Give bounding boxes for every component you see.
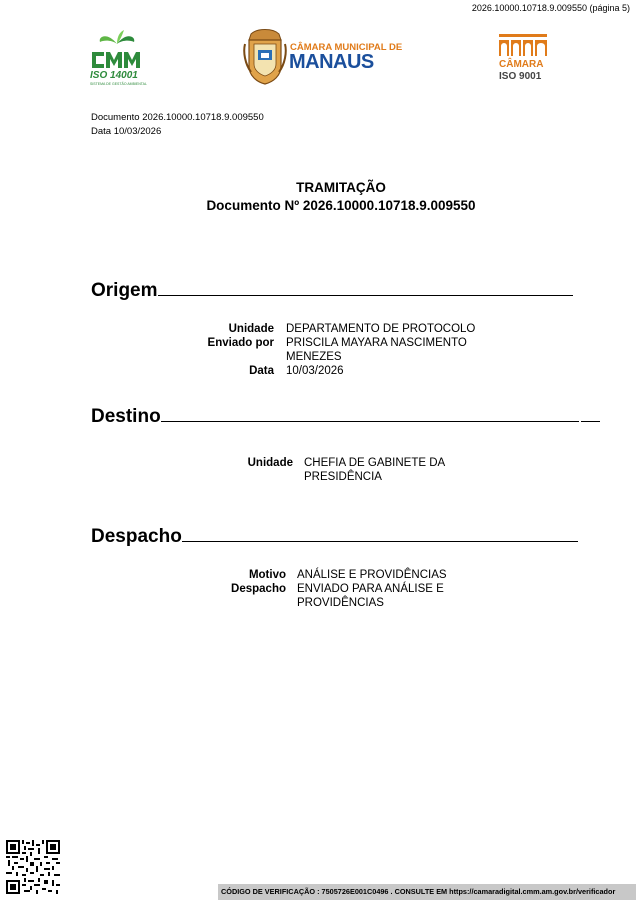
iso9001-logo-line2: ISO 9001 (499, 71, 542, 82)
destino-unidade-value-line1: CHEFIA DE GABINETE DA (304, 457, 446, 469)
document-date: Data 10/03/2026 (91, 126, 162, 137)
despacho-despacho-value-line2: PROVIDÊNCIAS (297, 597, 384, 609)
cmm-logo-subtext: SISTEMA DE GESTÃO AMBIENTAL (90, 82, 147, 86)
origem-unidade-value: DEPARTAMENTO DE PROTOCOLO (286, 323, 476, 335)
origem-data-value: 10/03/2026 (286, 365, 344, 377)
origem-enviado-value-line2: MENEZES (286, 351, 342, 363)
verification-footer: CÓDIGO DE VERIFICAÇÃO : 7505726E001C0496 . CONSULTE EM https://camaradigital.cmm.am.gov.br/verificador (218, 884, 636, 900)
document-info (91, 111, 264, 139)
building-arches-icon (497, 32, 551, 58)
destino-unidade-label: Unidade (247, 457, 293, 469)
coat-of-arms-icon (243, 28, 287, 88)
origem-heading-text: Origem (91, 280, 158, 301)
camara-manaus-logo (243, 28, 403, 88)
page-title (0, 179, 636, 215)
despacho-motivo-label: Motivo (248, 569, 286, 581)
qr-code-icon (6, 840, 60, 894)
origem-heading-rule (158, 294, 573, 296)
camara-logo-line1: CÂMARA MUNICIPAL DE (290, 42, 403, 53)
despacho-despacho-value-line1: ENVIADO PARA ANÁLISE E (297, 583, 444, 595)
page-reference: 2026.10000.10718.9.009550 (página 5) (471, 3, 630, 13)
title-tramitacao: TRAMITAÇÃO (296, 180, 386, 195)
despacho-motivo-value: ANÁLISE E PROVIDÊNCIAS (297, 569, 447, 581)
despacho-heading (91, 526, 578, 548)
origem-data-label: Data (249, 365, 274, 377)
destino-heading-text: Destino (91, 406, 161, 427)
destino-heading (91, 406, 600, 428)
despacho-despacho-label: Despacho (231, 583, 286, 595)
iso9001-logo-line1: CÂMARA (499, 59, 544, 70)
despacho-heading-text: Despacho (91, 526, 182, 547)
title-document-number: Documento Nº 2026.10000.10718.9.009550 (206, 198, 476, 213)
destino-heading-rule-tail (581, 420, 600, 422)
cmm-leaf-icon (90, 30, 144, 72)
camara-iso9001-logo (497, 32, 551, 84)
cmm-iso14001-logo (90, 30, 147, 88)
destino-heading-rule (161, 420, 579, 422)
destino-unidade-value-line2: PRESIDÊNCIA (304, 471, 382, 483)
origem-unidade-label: Unidade (228, 323, 274, 335)
document-number: Documento 2026.10000.10718.9.009550 (91, 112, 264, 123)
despacho-heading-rule (182, 540, 578, 542)
origem-enviado-label: Enviado por (207, 337, 274, 349)
cmm-logo-text: ISO 14001 (90, 70, 138, 81)
camara-logo-line2: MANAUS (289, 51, 374, 73)
origem-enviado-value-line1: PRISCILA MAYARA NASCIMENTO (286, 337, 467, 349)
origem-heading (91, 280, 573, 302)
